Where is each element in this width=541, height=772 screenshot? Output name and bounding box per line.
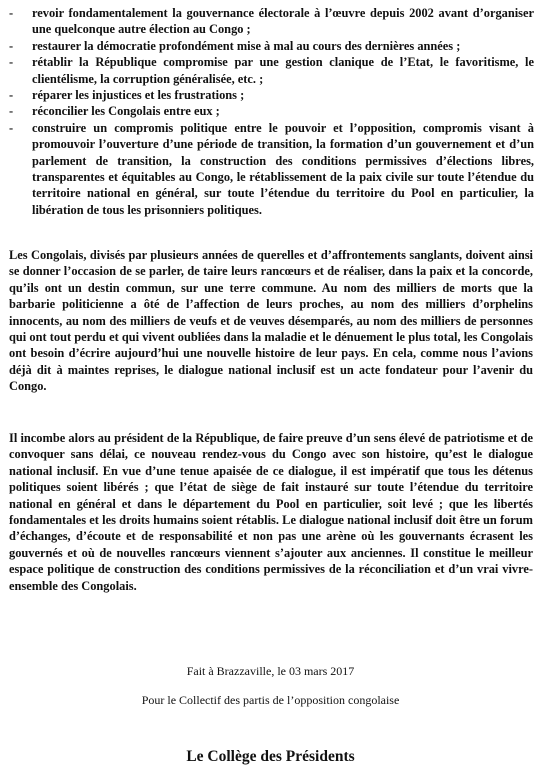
signature: Le Collège des Présidents	[186, 748, 355, 765]
list-item	[9, 38, 534, 54]
dash-bullet: -	[9, 104, 14, 119]
list-item	[9, 54, 534, 87]
list-item-text: réparer les injustices et les frustrations ;	[32, 88, 245, 103]
dash-bullet: -	[9, 88, 14, 103]
dash-bullet: -	[9, 6, 14, 20]
dash-bullet: -	[9, 55, 14, 70]
list-item-text: construire un compromis politique entre le pouvoir et l’opposition, compromis visant à promouvoir l’ouverture d’une période de transition, la formation d’un gouvernement et d’un parlement de transition, la construction des conditions permissives d’élections libres, transparentes et équitables au Congo, le rétablissement de la paix civile sur toute l’étendue du territoire national en général, sur toute l’étendue du territoire du Pool en particulier, la libération de tous les prisonniers politiques.	[32, 120, 534, 217]
dash-bullet: -	[9, 38, 14, 53]
list-item	[9, 87, 534, 103]
list-item-text: rétablir la République compromise par une gestion clanique de l’Etat, le favoritisme, le clientélisme, la corruption généralisée, etc. ;	[32, 55, 534, 86]
dash-bullet: -	[9, 120, 14, 135]
paragraph-president: Il incombe alors au président de la République, de faire preuve d’un sens élevé de patriotisme et de convoquer sans délai, ce nouveau rendez-vous du Congo avec son histoire, qu’est le dialogue national inclusif. En vue d’une tenue apaisée de ce dialogue, il est impératif que tous les détenus politiques soient libérés ; que l’état de siège de fait instauré sur toute l’étendue du territoire national en général et dans le département du Pool en particulier, soit levé ; que les libertés fondamentales et les droits humains soient rétablis. Le dialogue national inclusif doit être un forum d’échanges, d’écoute et de responsabilité et non pas une arène où les gouvernants écrasent les gouvernés et où de nouvelles rancœurs viennent s’ajouter aux anciennes. Il constitue le meilleur espace politique de construction des conditions permissives de la réconciliation et d’un vrai vivre-ensemble des Congolais.	[9, 431, 533, 593]
list-item-text: revoir fondamentalement la gouvernance électorale à l’œuvre depuis 2002 avant d’organiser une quelconque autre élection au Congo ;	[32, 6, 534, 37]
list-item	[9, 120, 534, 218]
list-item-text: restaurer la démocratie profondément mise à mal au cours des dernières années ;	[32, 38, 461, 53]
paragraph-congolais: Les Congolais, divisés par plusieurs années de querelles et d’affrontements sanglants, doivent ainsi se donner l’occasion de se parler, de taire leurs rancœurs et de réaliser, dans la paix et la concorde, qu’ils ont un destin commun, sur une terre commune. Au nom des milliers de morts que la barbarie politicienne a ôté de l’affection de leurs proches, au nom des milliers d’orphelins innocents, au nom des milliers de veufs et de veuves désemparés, au nom des milliers de personnes qui ont tout perdu et qui vivent oubliées dans la maladie et le dénuement le plus total, les Congolais ont besoin d’écrire aujourd’hui une nouvelle histoire de leur pays. En cela, comme nous l’avions déjà dit à maintes reprises, le dialogue national inclusif est un acte fondateur pour l’avenir du Congo.	[9, 248, 533, 394]
on-behalf-line: Pour le Collectif des partis de l’opposition congolaise	[141, 693, 400, 707]
place-date: Fait à Brazzaville, le 03 mars 2017	[186, 664, 355, 678]
list-item-text: réconcilier les Congolais entre eux ;	[32, 104, 220, 119]
list-item	[9, 5, 534, 38]
list-item	[9, 103, 534, 119]
demands-list	[9, 5, 534, 218]
